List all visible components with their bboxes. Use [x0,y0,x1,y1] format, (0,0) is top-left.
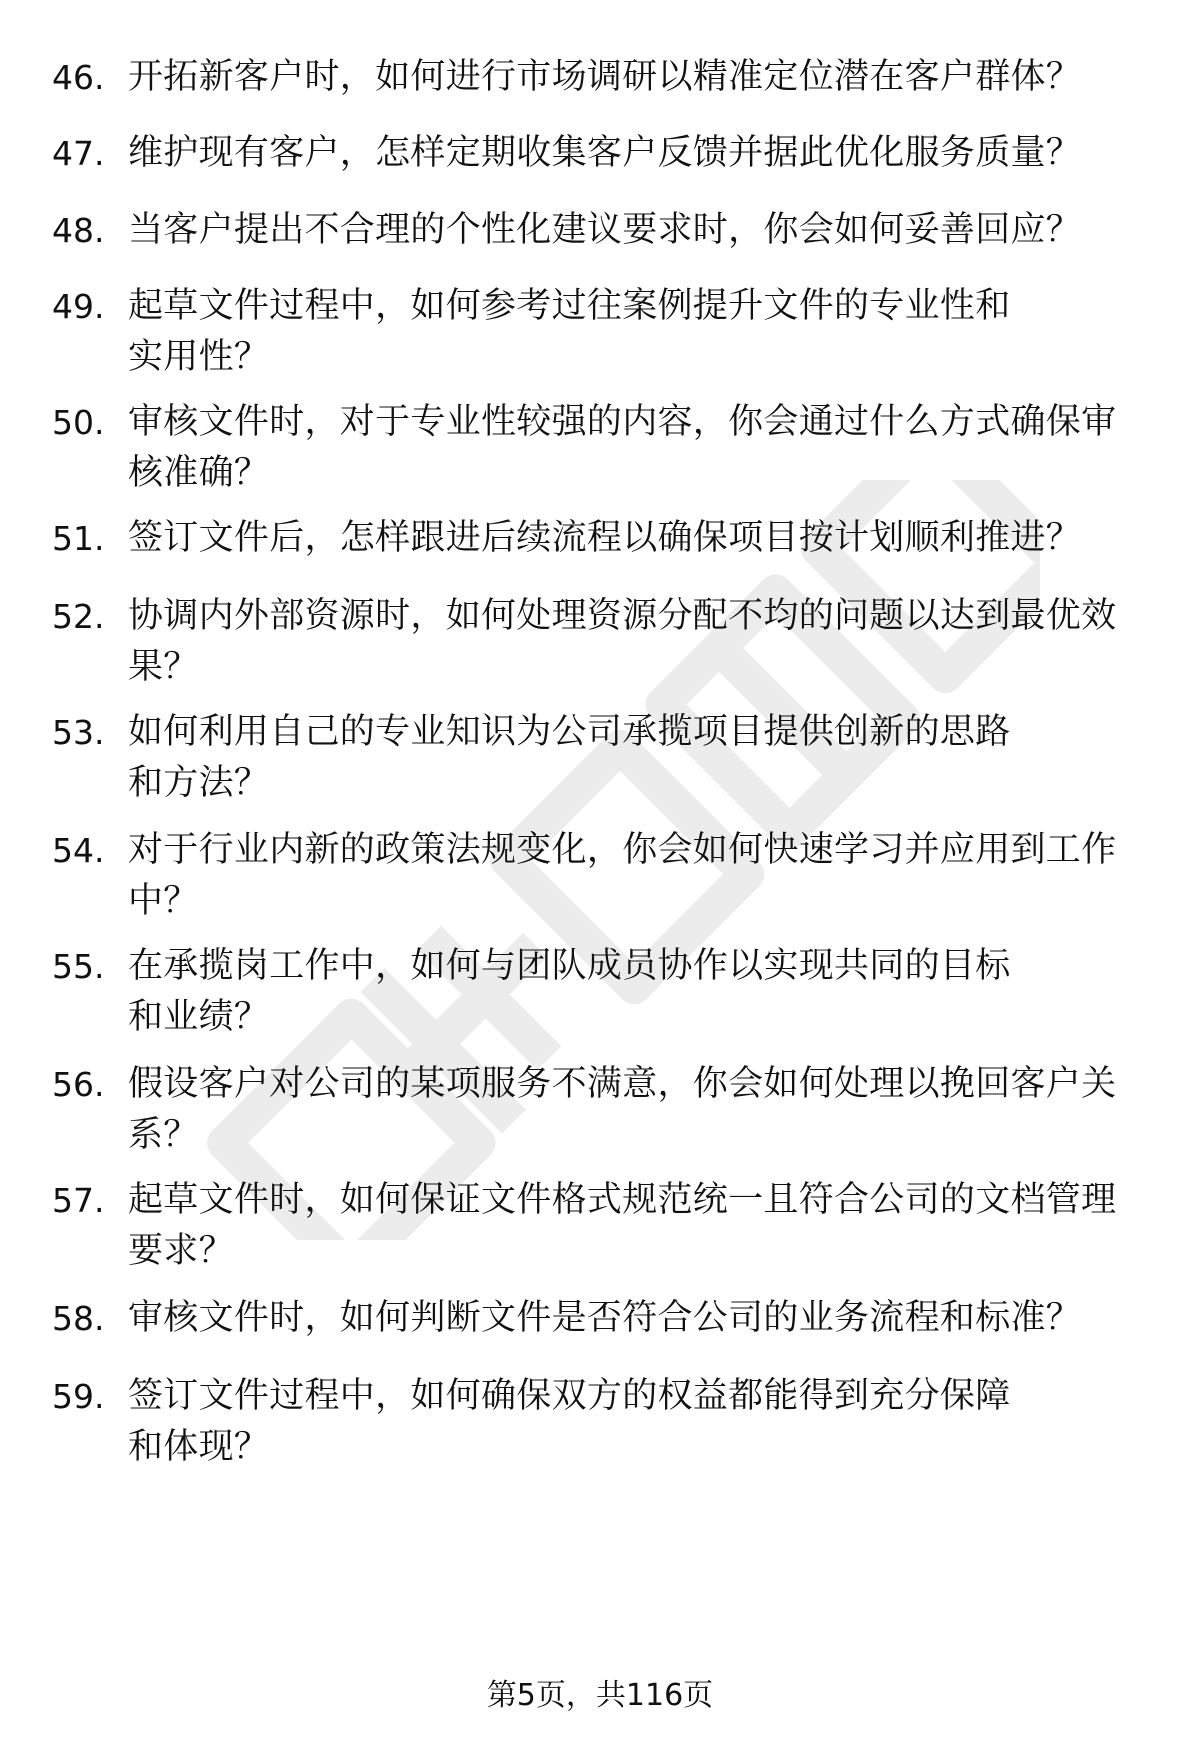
question-number: 47. [52,134,105,173]
question-number: 52. [52,597,105,636]
question-number: 53. [52,713,105,752]
question-text: 审核文件时，如何判断文件是否符合公司的业务流程和标准？ [128,1298,1082,1338]
question-text: 起草文件过程中，如何参考过往案例提升文件的专业性和实用性？ [128,286,1011,377]
question-text: 协调内外部资源时，如何处理资源分配不均的问题以达到最优效果？ [128,596,1117,687]
question-text: 对于行业内新的政策法规变化，你会如何快速学习并应用到工作中？ [128,830,1117,921]
question-text: 审核文件时，对于专业性较强的内容，你会通过什么方式确保审核准确？ [128,402,1117,493]
question-number: 56. [52,1065,105,1104]
question-number: 50. [52,403,105,442]
question-item [52,707,1152,809]
page-number-footer: 第5页，共116页 [486,1678,714,1713]
question-item [52,205,1152,256]
question-text: 在承揽岗工作中，如何与团队成员协作以实现共同的目标和业绩？ [128,946,1011,1037]
question-item [52,397,1152,499]
question-item [52,1293,1152,1344]
question-number: 49. [52,287,105,326]
question-item [52,513,1152,564]
question-item [52,281,1152,383]
question-text: 签订文件过程中，如何确保双方的权益都能得到充分保障和体现？ [128,1376,1011,1467]
question-item [52,1175,1152,1277]
question-item [52,52,1152,103]
question-item [52,1059,1152,1161]
question-number: 58. [52,1299,105,1338]
question-text: 维护现有客户，怎样定期收集客户反馈并据此优化服务质量？ [128,133,1082,173]
question-number: 46. [52,58,105,97]
question-item [52,128,1152,179]
question-text: 开拓新客户时，如何进行市场调研以精准定位潜在客户群体？ [128,57,1082,97]
question-text: 如何利用自己的专业知识为公司承揽项目提供创新的思路和方法？ [128,712,1011,803]
question-text: 当客户提出不合理的个性化建议要求时，你会如何妥善回应？ [128,210,1082,250]
question-number: 59. [52,1377,105,1416]
question-item [52,825,1152,927]
question-number: 48. [52,211,105,250]
question-number: 51. [52,519,105,558]
question-text: 签订文件后，怎样跟进后续流程以确保项目按计划顺利推进？ [128,518,1082,558]
question-number: 54. [52,831,105,870]
question-text: 假设客户对公司的某项服务不满意，你会如何处理以挽回客户关系？ [128,1064,1117,1155]
question-item [52,1371,1152,1473]
question-number: 55. [52,947,105,986]
question-number: 57. [52,1181,105,1220]
question-item [52,591,1152,693]
question-text: 起草文件时，如何保证文件格式规范统一且符合公司的文档管理要求？ [128,1180,1117,1271]
question-item [52,941,1152,1043]
